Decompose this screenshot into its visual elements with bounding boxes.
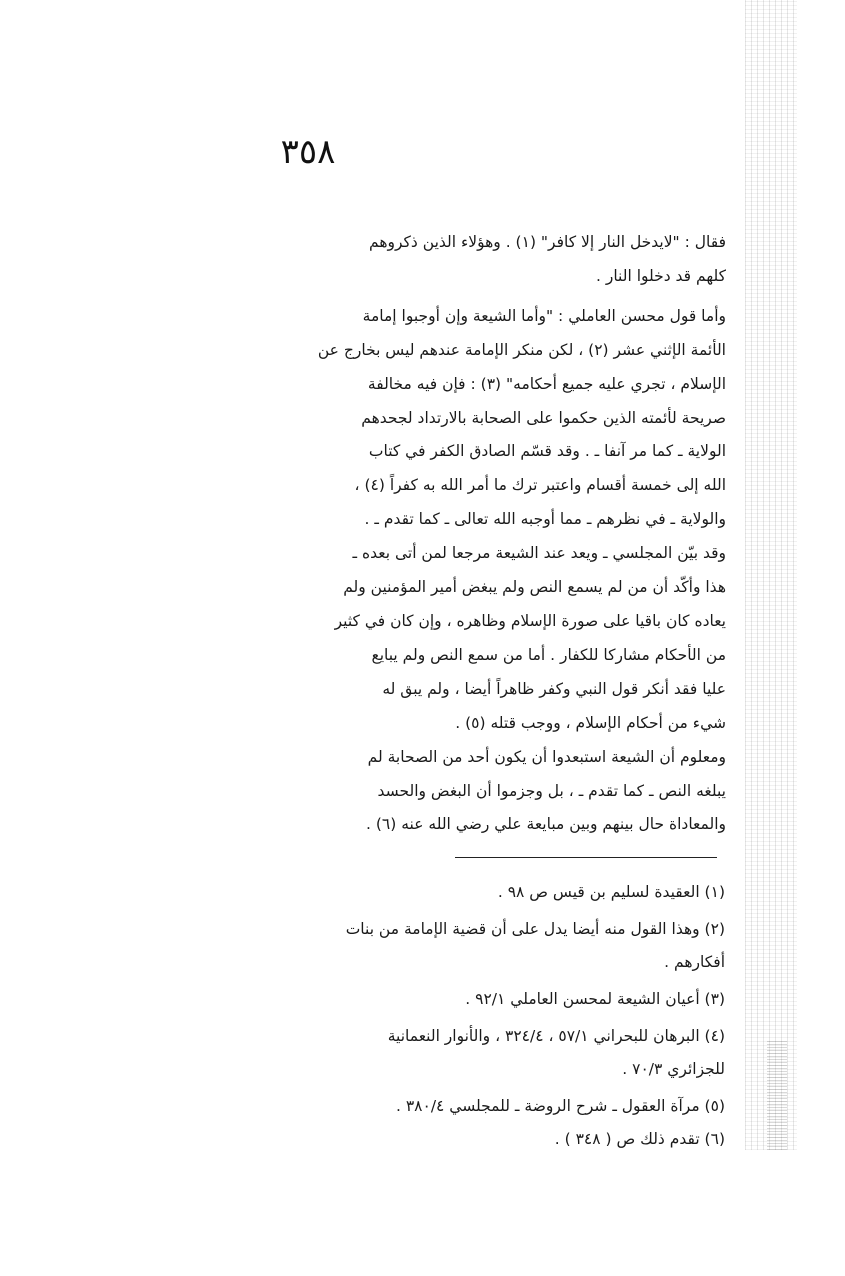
footnote: (٢) وهذا القول منه أيضا يدل على أن قضية الإمامة من بنات (345, 920, 725, 938)
footnote: (١) العقيدة لسليم بن قيس ص ٩٨ . (497, 883, 725, 901)
footnotes (145, 876, 725, 1156)
text-line: والمعاداة حال بينهم وبين مبايعة علي رضي الله عنه (٦) . (366, 815, 726, 834)
scan-binding-edge (745, 0, 797, 1150)
text-line: يعاده كان باقيا على صورة الإسلام وظاهره ، وإن كان في كثير (334, 611, 726, 630)
text-line: صريحة لأئمته الذين حكموا على الصحابة بالارتداد لجحدهم (361, 408, 726, 427)
text-line: والولاية ـ في نظرهم ـ مما أوجبه الله تعالى ـ كما تقدم ـ . (364, 510, 726, 529)
footnote: (٤) البرهان للبحراني ٥٧/١ ، ٣٢٤/٤ ، والأنوار النعمانية (387, 1027, 725, 1045)
page-number: ٣٥٨ (280, 132, 336, 172)
text-line: فقال : "لايدخل النار إلا كافر" (١) . وهؤلاء الذين ذكروهم (369, 233, 726, 251)
text-line: عليا فقد أنكر قول النبي وكفر ظاهراً أيضا ، ولم يبق له (382, 679, 726, 698)
text-line: وقد بيّن المجلسي ـ ويعد عند الشيعة مرجعا لمن أتى بعده ـ (352, 544, 726, 563)
footnote-continuation: أفكارهم . (664, 953, 725, 971)
text-line: الله إلى خمسة أقسام واعتبر ترك ما أمر الله به كفراً (٤) ، (354, 476, 726, 495)
text-line: من الأحكام مشاركا للكفار . أما من سمع النص ولم يبايع (371, 645, 726, 664)
text-line: الإسلام ، تجري عليه جميع أحكامه" (٣) : فإن فيه مخالفة (367, 374, 726, 393)
footnote: (٥) مرآة العقول ـ شرح الروضة ـ للمجلسي ٣٨٠/٤ . (395, 1097, 725, 1115)
footnote-continuation: للجزائري ٧٠/٣ . (622, 1060, 725, 1078)
text-line: هذا وأكّد أن من لم يسمع النص ولم يبغض أمير المؤمنين ولم (343, 578, 726, 597)
text-line: الولاية ـ كما مر آنفا ـ . وقد قسّم الصادق الكفر في كتاب (368, 442, 726, 461)
text-line: الأئمة الإثني عشر (٢) ، لكن منكر الإمامة عندهم ليس بخارج عن (317, 340, 726, 359)
text-line: كلهم قد دخلوا النار . (596, 266, 726, 285)
text-line: وأما قول محسن العاملي : "وأما الشيعة وإن أوجبوا إمامة (362, 306, 726, 325)
text-line: يبلغه النص ـ كما تقدم ـ ، بل وجزموا أن البغض والحسد (377, 781, 726, 800)
text-line: ومعلوم أن الشيعة استبعدوا أن يكون أحد من الصحابة لم (367, 747, 726, 766)
text-line: شيء من أحكام الإسلام ، ووجب قتله (٥) . (455, 713, 726, 732)
main-text (138, 226, 726, 842)
scan-binding-noise (767, 1040, 787, 1150)
footnote: (٦) تقدم ذلك ص ( ٣٤٨ ) . (554, 1130, 725, 1148)
footnote-divider (455, 857, 717, 858)
footnote: (٣) أعيان الشيعة لمحسن العاملي ٩٢/١ . (465, 990, 725, 1008)
